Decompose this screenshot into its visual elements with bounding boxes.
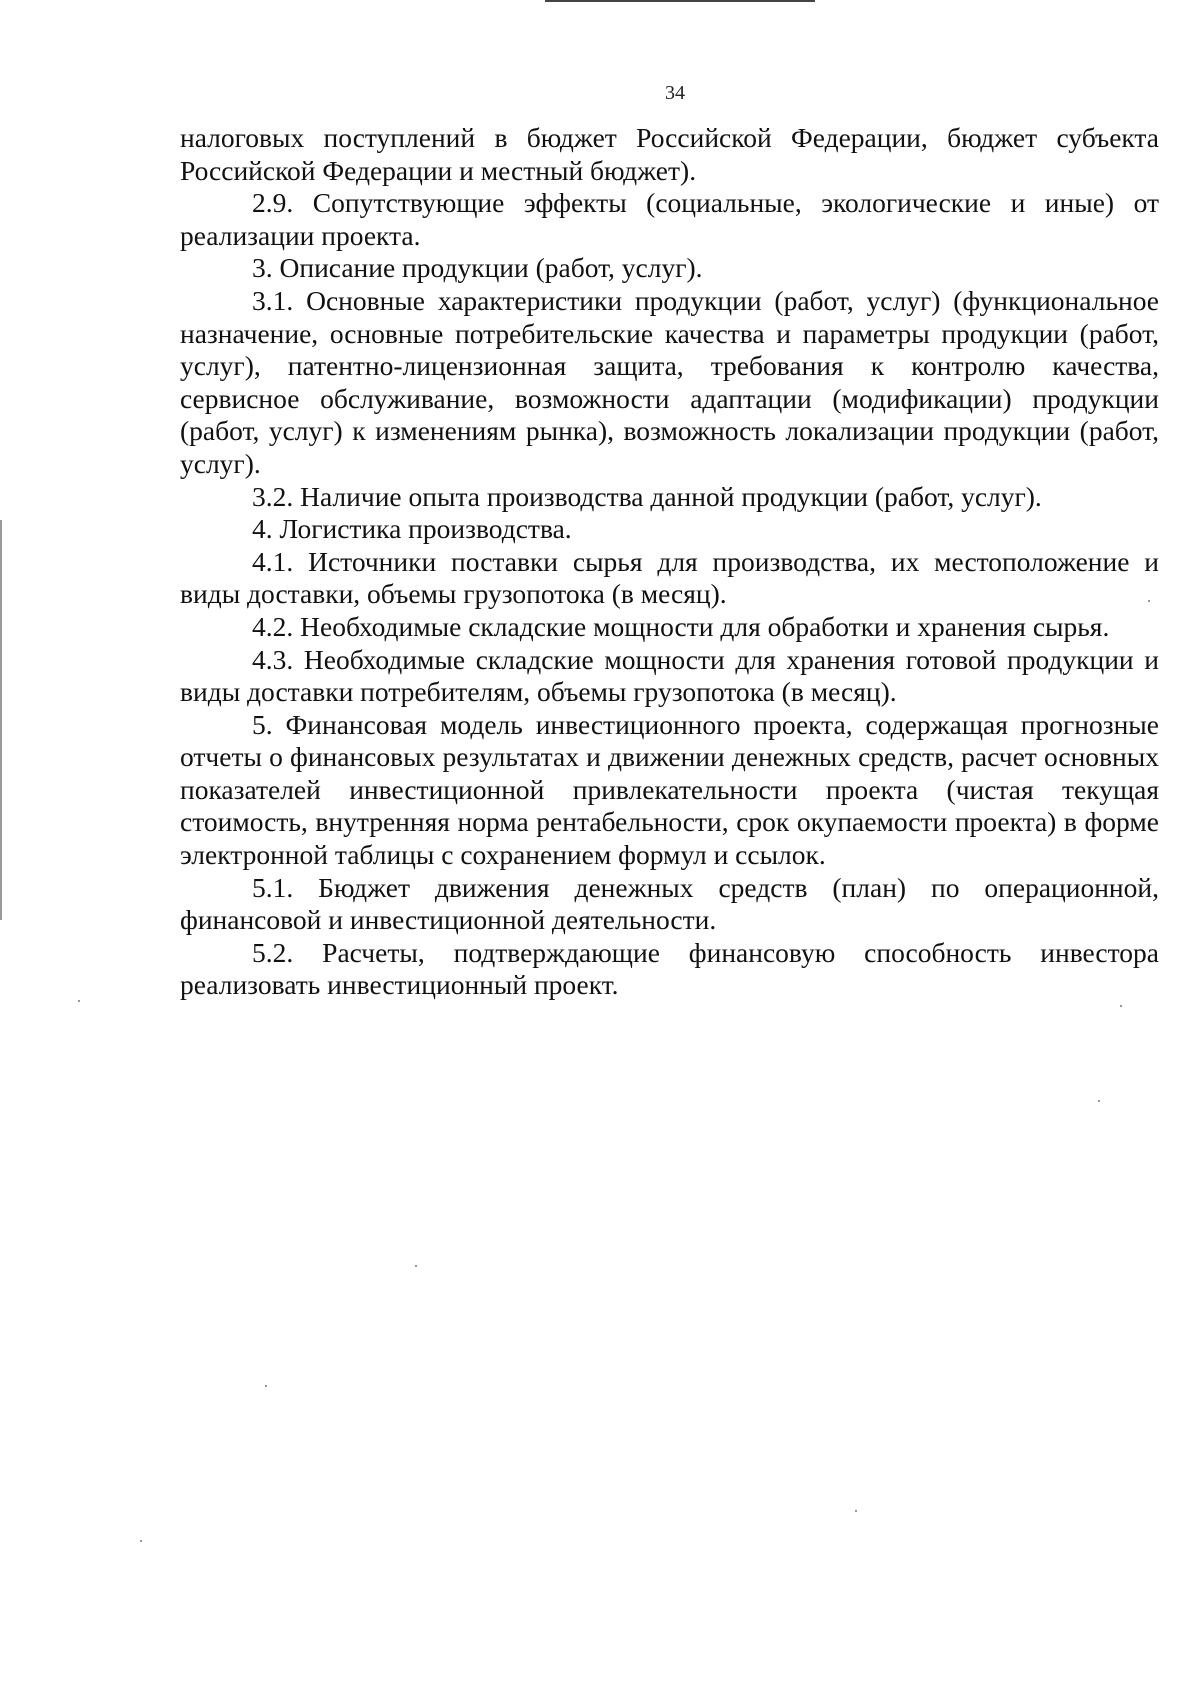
paragraph-2-9: 2.9. Сопутствующие эффекты (социальные, экологические и иные) от реализации проекта. [180, 187, 1159, 251]
scan-speck [78, 1000, 80, 1002]
paragraph-3: 3. Описание продукции (работ, услуг). [252, 252, 703, 284]
paragraph-5: 5. Финансовая модель инвестиционного проекта, содержащая прогнозные отчеты о финансовых результатах и движении денежных средств, расчет основных показателей инвестиционной привлекательности проекта (чистая текущая стоимость, внутренняя норма рентабельности, срок окупаемости проекта) в форме электронной таблицы с сохранением формул и ссылок. [180, 708, 1159, 871]
scan-speck [855, 1510, 857, 1512]
scan-speck [1148, 600, 1150, 602]
page-number: 34 [665, 82, 685, 104]
scan-speck [1098, 1100, 1100, 1102]
top-edge-rule [545, 0, 815, 2]
paragraph-4: 4. Логистика производства. [252, 513, 572, 545]
scan-edge-mark [0, 520, 2, 920]
paragraph-5-2: 5.2. Расчеты, подтверждающие финансовую способность инвестора реализовать инвестиционный проект. [180, 936, 1159, 1001]
paragraph-4-3: 4.3. Необходимые складские мощности для хранения готовой продукции и виды доставки потребителям, объемы грузопотока (в месяц). [180, 643, 1159, 708]
scan-speck [415, 1265, 417, 1267]
scan-speck [140, 1540, 142, 1542]
paragraph-3-1: 3.1. Основные характеристики продукции (работ, услуг) (функциональное назначение, основные потребительские качества и параметры продукции (работ, услуг), патентно-лицензионная защита, требования к контролю качества, сервисное обслуживание, возможности адаптации (модификации) продукции (работ, услуг) к изменениям рынка), возможность локализации продукции (работ, услуг). [180, 284, 1159, 479]
document-body [180, 122, 1159, 1002]
paragraph-5-1: 5.1. Бюджет движения денежных средств (план) по операционной, финансовой и инвестиционной деятельности. [180, 871, 1159, 936]
paragraph-3-2: 3.2. Наличие опыта производства данной продукции (работ, услуг). [252, 480, 1042, 512]
paragraph-tax-revenues: налоговых поступлений в бюджет Российской Федерации, бюджет субъекта Российской Федерации и местный бюджет). [180, 122, 1159, 186]
scan-speck [1120, 1005, 1122, 1007]
paragraph-4-1: 4.1. Источники поставки сырья для производства, их местоположение и виды доставки, объемы грузопотока (в месяц). [180, 545, 1159, 610]
paragraph-4-2: 4.2. Необходимые складские мощности для обработки и хранения сырья. [252, 610, 1110, 642]
scan-speck [265, 1385, 267, 1387]
